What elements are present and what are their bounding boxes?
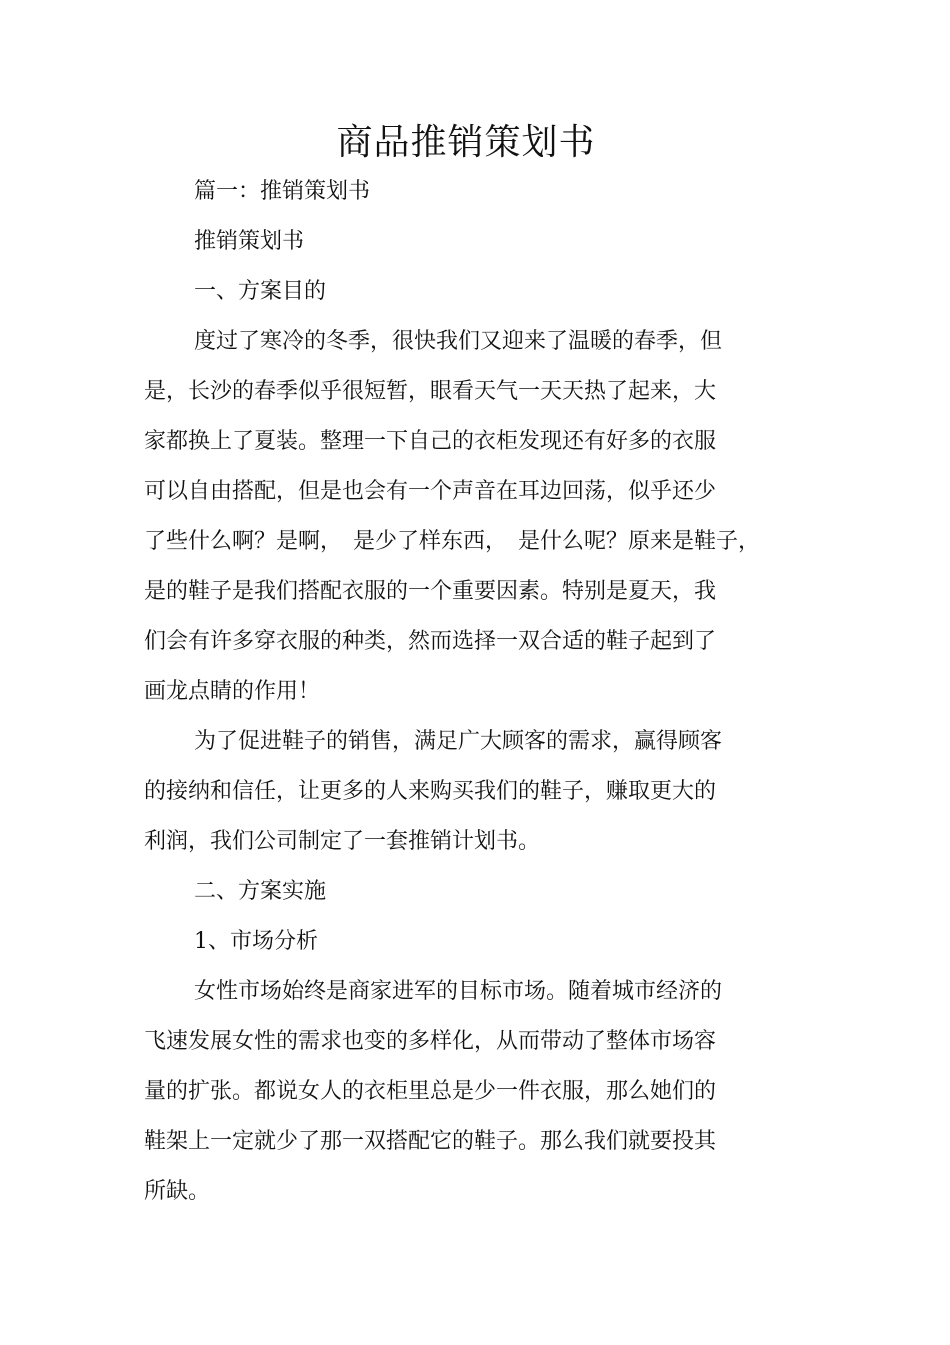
paragraph-line: 度过了寒冷的冬季，很快我们又迎来了温暖的春季，但 [194, 329, 723, 354]
paragraph-line: 可以自由搭配，但是也会有一个声音在耳边回荡，似乎还少 [144, 479, 717, 504]
paragraph-line: 量的扩张。都说女人的衣柜里总是少一件衣服，那么她们的 [144, 1079, 717, 1104]
section-heading: 二、方案实施 [194, 879, 327, 904]
subtitle: 推销策划书 [194, 229, 305, 254]
section-heading: 篇一：推销策划书 [194, 179, 371, 204]
paragraph-line: 所缺。 [144, 1179, 211, 1204]
paragraph-line: 飞速发展女性的需求也变的多样化，从而带动了整体市场容 [144, 1029, 717, 1054]
subsection-heading: 1、市场分析 [194, 929, 318, 954]
paragraph-line: 的接纳和信任，让更多的人来购买我们的鞋子，赚取更大的 [144, 779, 717, 804]
paragraph-line: 是，长沙的春季似乎很短暂，眼看天气一天天热了起来，大 [144, 379, 717, 404]
paragraph-line: 鞋架上一定就少了那一双搭配它的鞋子。那么我们就要投其 [144, 1129, 717, 1154]
document-title: 商品推销策划书 [336, 122, 596, 163]
paragraph-line: 画龙点睛的作用！ [144, 679, 321, 704]
paragraph-line: 为了促进鞋子的销售，满足广大顾客的需求，赢得顾客 [194, 729, 723, 754]
section-heading: 一、方案目的 [194, 279, 327, 304]
paragraph-line: 了些什么啊？是啊， 是少了样东西， 是什么呢？原来是鞋子， [144, 529, 761, 554]
paragraph-line: 女性市场始终是商家进军的目标市场。随着城市经济的 [194, 979, 723, 1004]
paragraph-line: 家都换上了夏装。整理一下自己的衣柜发现还有好多的衣服 [144, 429, 717, 454]
paragraph-line: 利润，我们公司制定了一套推销计划书。 [144, 829, 541, 854]
paragraph-line: 是的鞋子是我们搭配衣服的一个重要因素。特别是夏天，我 [144, 579, 717, 604]
paragraph-line: 们会有许多穿衣服的种类，然而选择一双合适的鞋子起到了 [144, 629, 717, 654]
